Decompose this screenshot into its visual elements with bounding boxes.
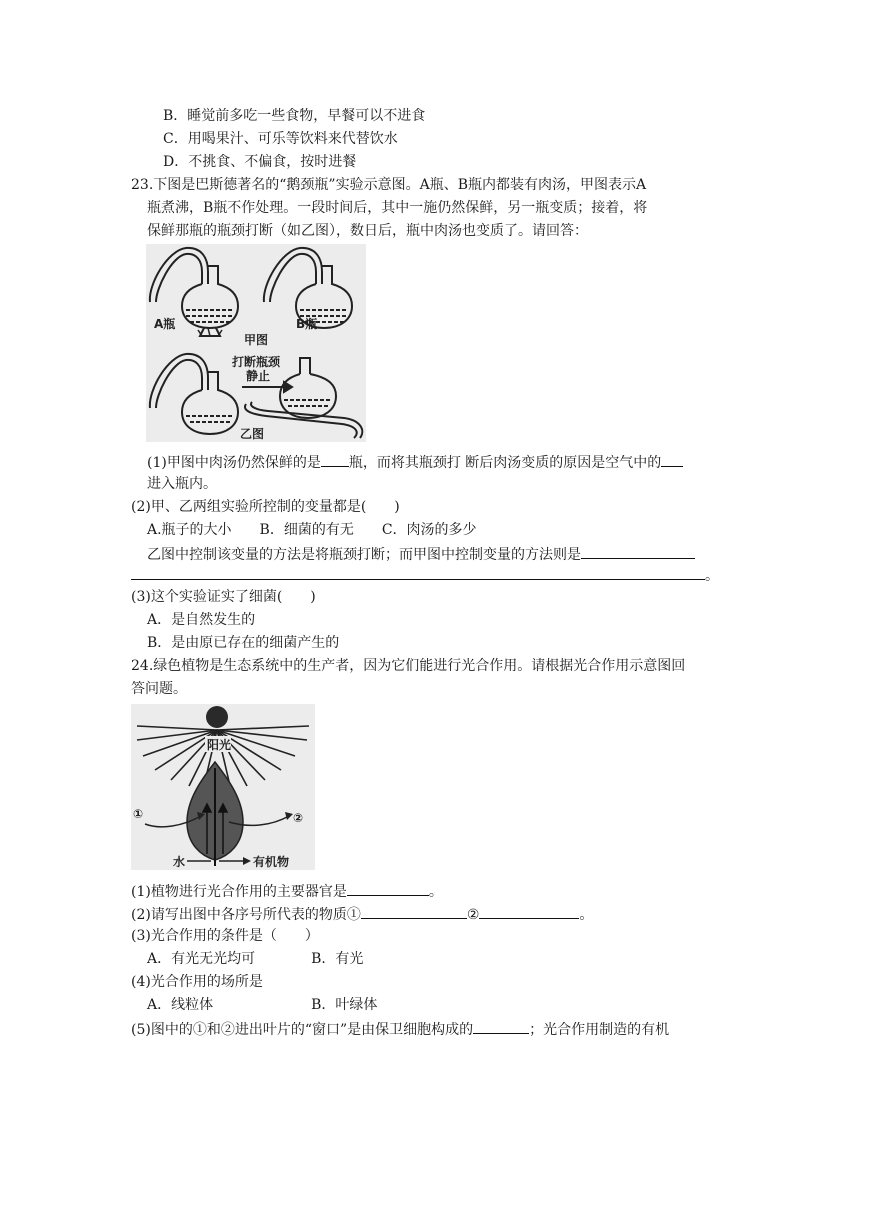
- q24-part4-options: A．线粒体 B．叶绿体: [147, 997, 378, 1013]
- q23-part2-options: A.瓶子的大小 B．细菌的有无 C．肉汤的多少: [147, 522, 477, 538]
- q23-part2-method: [147, 543, 695, 565]
- q23-part1-text-a: (1)甲图中肉汤仍然保鲜的是: [147, 455, 321, 471]
- q24-part2: [131, 903, 593, 925]
- q23-part3-option-a: A．是自然发生的: [147, 612, 256, 628]
- photosynthesis-figure: [131, 704, 315, 870]
- q24-part5-text-b: ；光合作用制造的有机: [529, 1022, 670, 1038]
- q24-part2-text: (2)请写出图中各序号所代表的物质①: [131, 907, 361, 923]
- flask-intact-drawing: [150, 354, 238, 434]
- q22-option-c: C．用喝果汁、可乐等饮料来代替饮水: [163, 131, 398, 147]
- q23-part1-line1: [147, 451, 683, 473]
- q24-part3-stem: (3)光合作用的条件是（ ）: [131, 928, 319, 944]
- q23-part2-end: 。: [705, 568, 719, 584]
- q23-stem-line3: 保鲜那瓶的瓶颈打断（如乙图），数日后，瓶中肉汤也变质了。请回答：: [147, 223, 588, 239]
- q23-part2-method-text: 乙图中控制该变量的方法是将瓶颈打断；而甲图中控制变量的方法则是: [147, 547, 581, 563]
- q24-part3-options: A．有光无光均可 B．有光: [147, 951, 364, 967]
- flask-b-drawing: [264, 248, 352, 328]
- q24-part1-text: (1)植物进行光合作用的主要器官是: [131, 884, 347, 900]
- q24-part2-blank2[interactable]: [479, 903, 579, 919]
- figure-caption-yi: 乙图: [240, 427, 265, 441]
- q23-part3-stem: (3)这个实验证实了细菌( ): [131, 589, 316, 605]
- q23-part3-option-b: B．是由原已存在的细菌产生的: [147, 635, 340, 651]
- q23-stem-line1: 23.下图是巴斯德著名的“鹅颈瓶”实验示意图。A瓶、B瓶内都装有肉汤，甲图表示A: [131, 177, 647, 193]
- sun-icon: [206, 706, 228, 728]
- q23-part1-blank1[interactable]: [321, 451, 349, 467]
- sunlight-label: 阳光: [207, 738, 232, 752]
- label-circle-2: ②: [293, 811, 304, 825]
- q24-part5-text-a: (5)图中的①和②进出叶片的“窗口”是由保卫细胞构成的: [131, 1022, 474, 1038]
- q23-part1-text-b: 瓶，而将其瓶颈打 断后肉汤变质的原因是空气中的: [348, 455, 662, 471]
- water-label: 水: [173, 855, 186, 869]
- q24-part5-blank[interactable]: [473, 1018, 529, 1034]
- organic-label: 有机物: [253, 855, 290, 869]
- arrow-label-line2: 静止: [246, 369, 271, 383]
- q24-stem-line1: 24.绿色植物是生态系统中的生产者，因为它们能进行光合作用。请根据光合作用示意图回: [131, 658, 686, 674]
- q24-part4-stem: (4)光合作用的场所是: [131, 974, 263, 990]
- q23-part2-blank1[interactable]: [581, 543, 695, 559]
- q23-part2-blank2[interactable]: [131, 564, 705, 580]
- arrow-label-line1: 打断瓶颈: [232, 355, 281, 369]
- q22-option-b: B．睡觉前多吃一些食物，早餐可以不进食: [163, 108, 426, 124]
- figure-caption-jia: 甲图: [244, 333, 269, 347]
- q23-part2-line2: [131, 564, 719, 586]
- q22-option-d: D．不挑食、不偏食，按时进餐: [163, 154, 357, 170]
- q24-stem-line2: 答问题。: [131, 681, 187, 697]
- flask-a-label: A瓶: [154, 317, 176, 331]
- q24-part1-end: 。: [428, 884, 443, 900]
- q23-part1-blank2[interactable]: [661, 451, 683, 467]
- q24-part2-blank1[interactable]: [361, 903, 467, 919]
- q24-part2-end: 。: [579, 907, 594, 923]
- q24-part5: [131, 1018, 669, 1040]
- q23-part2-stem: (2)甲、乙两组实验所控制的变量都是( ): [131, 499, 400, 515]
- swan-neck-flask-figure: [146, 244, 366, 442]
- q24-part2-mid: ②: [466, 907, 480, 923]
- q24-part1: [131, 880, 443, 902]
- q23-part1-line2: 进入瓶内。: [147, 476, 217, 492]
- flask-b-label: B瓶: [296, 317, 318, 331]
- label-circle-1: ①: [133, 807, 144, 821]
- q24-part1-blank[interactable]: [347, 880, 429, 896]
- q23-stem-line2: 瓶煮沸，B瓶不作处理。一段时间后，其中一施仍然保鲜，另一瓶变质；接着，将: [147, 200, 648, 216]
